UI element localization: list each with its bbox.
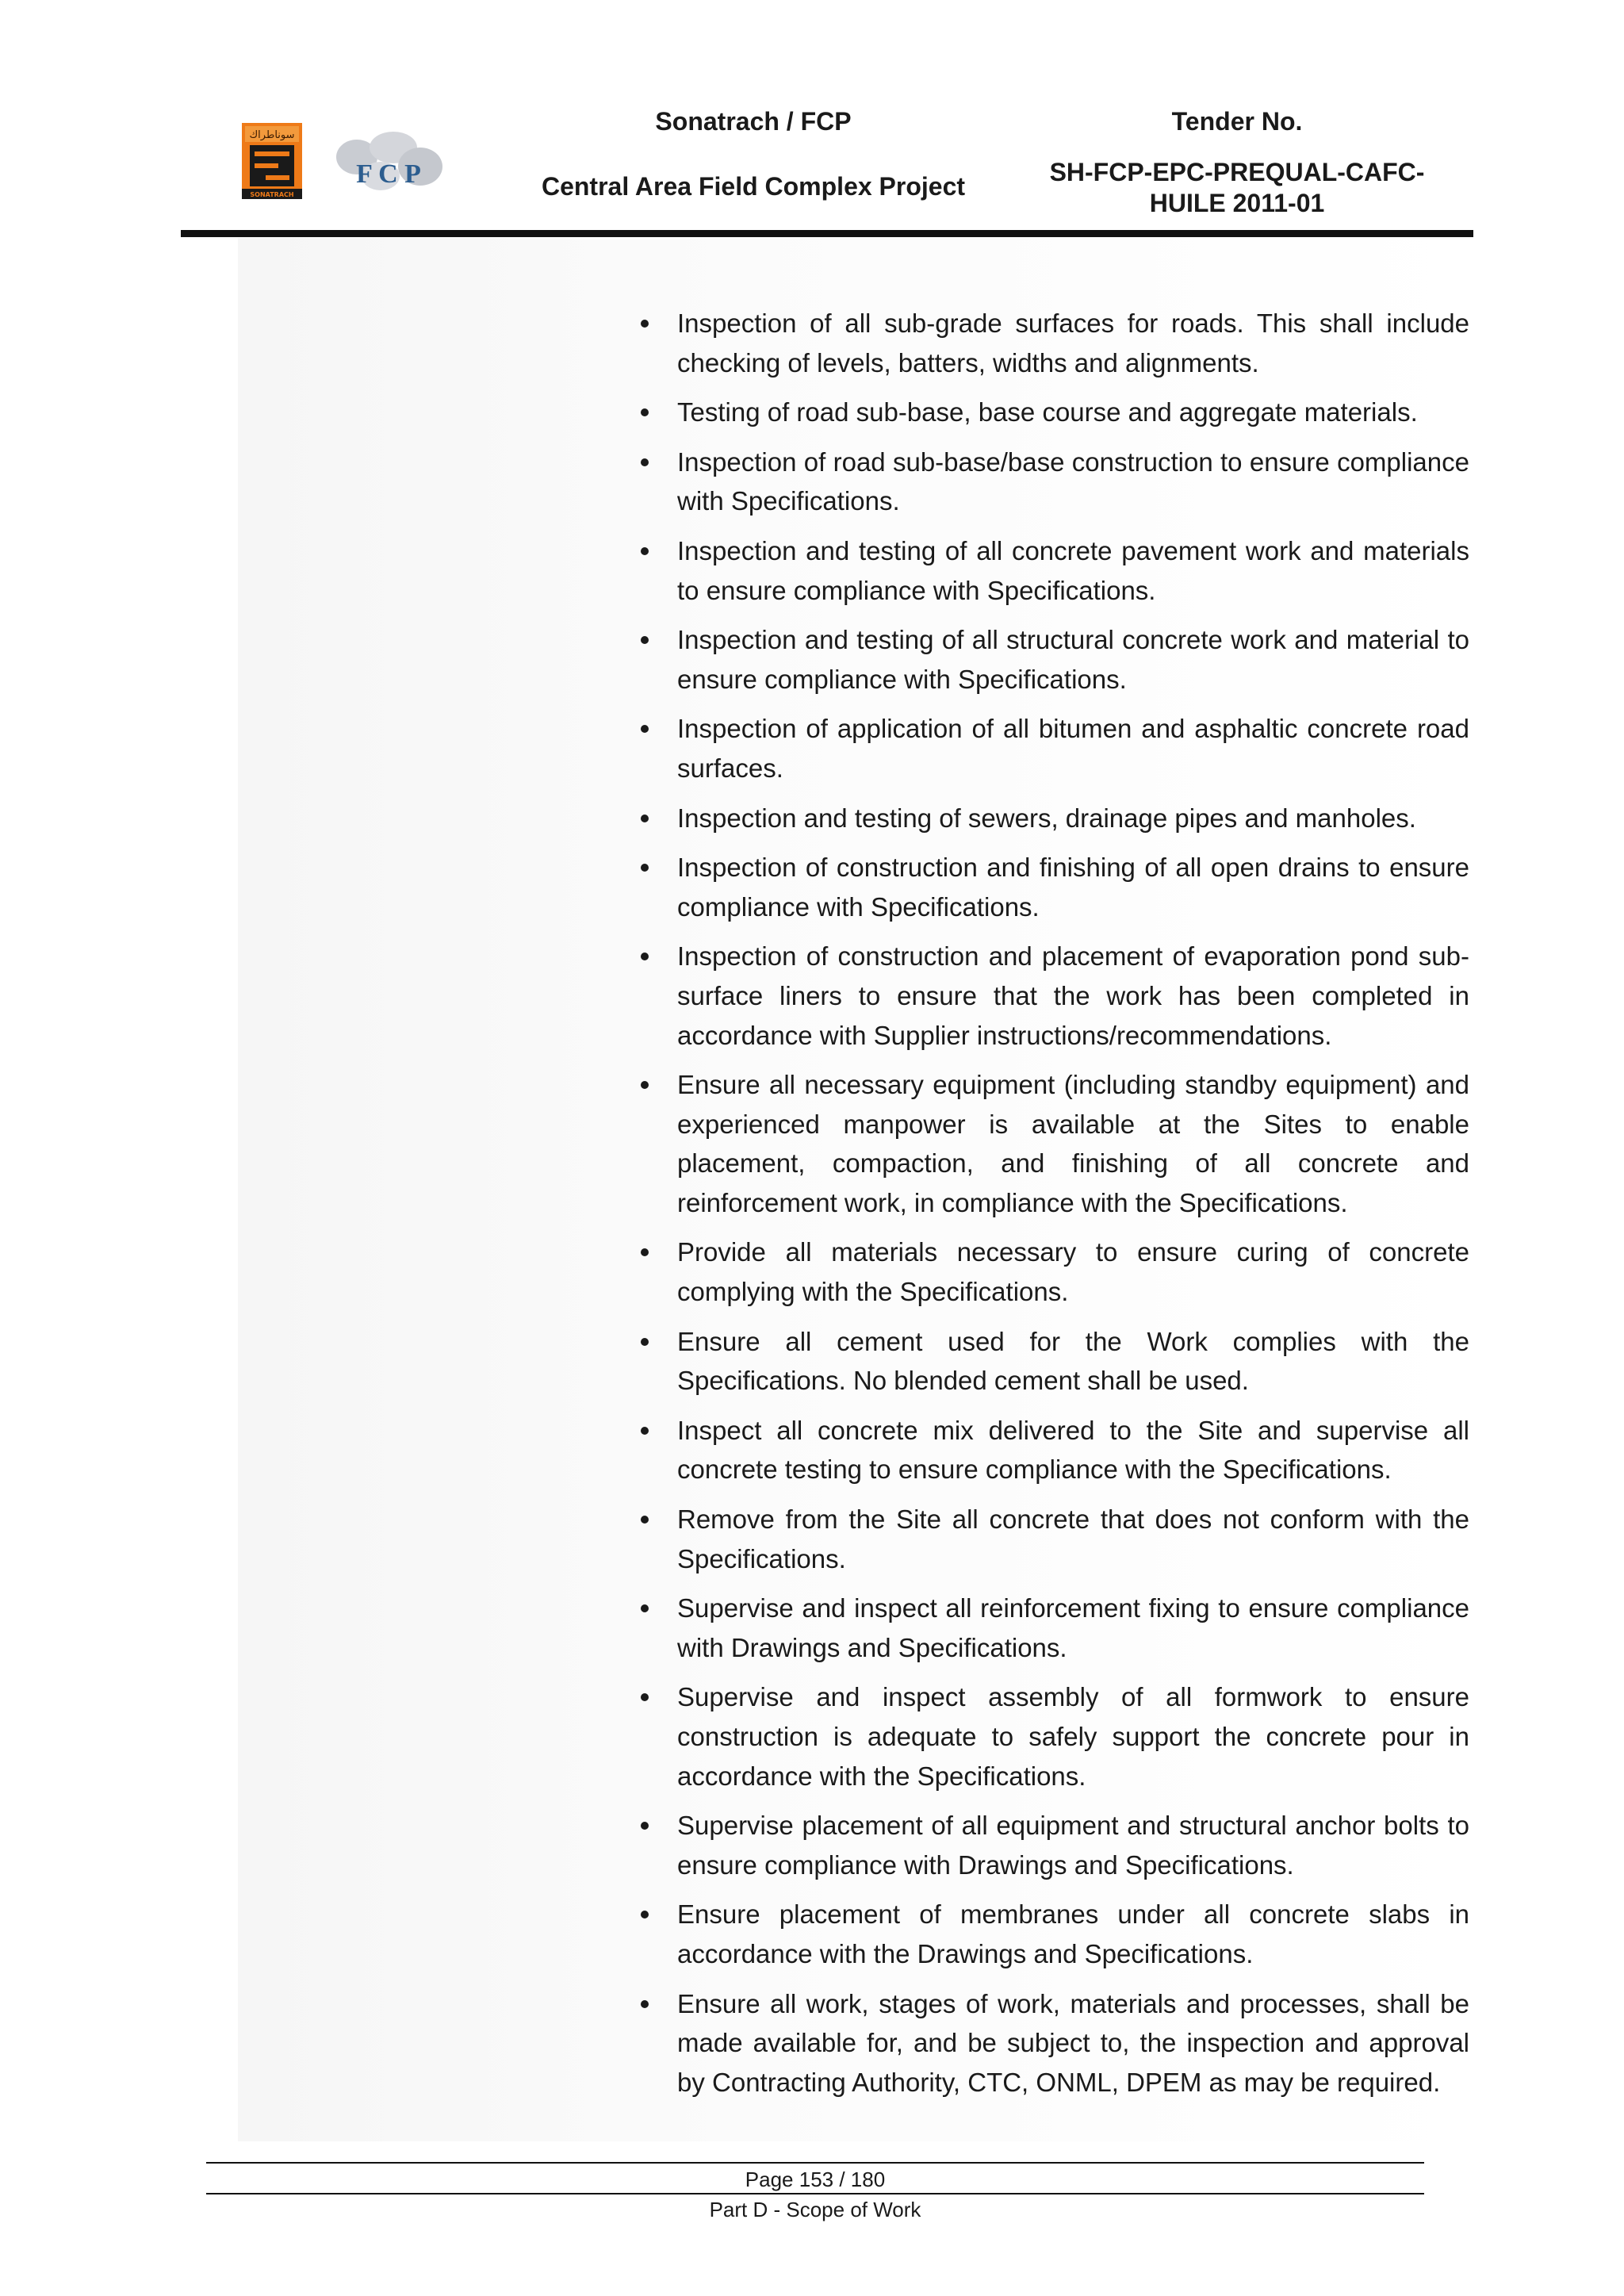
bullet-icon [641,1427,649,1435]
bullet-icon [641,1338,649,1346]
list-item [634,443,1469,521]
list-item [634,1322,1469,1401]
page-number: Page 153 / 180 [745,2168,886,2191]
list-item [634,1895,1469,1973]
list-item [634,799,1469,838]
bullet-icon [641,725,649,733]
bullet-icon [641,1693,649,1701]
list-item-text: Provide all materials necessary to ensure curing of concrete complying with the Specifications. [677,1237,1469,1307]
tender-number-line2: HUILE 2011-01 [1149,189,1325,217]
bullet-icon [641,2000,649,2008]
list-item [634,1589,1469,1667]
list-item [634,393,1469,432]
footer-rule-bottom [206,2193,1424,2194]
list-item-text: Ensure placement of membranes under all concrete slabs in accordance with the Drawings and Specifications. [677,1899,1469,1968]
list-item-text: Inspection of construction and finishing of all open drains to ensure compliance with Specifications. [677,853,1469,922]
bullet-icon [641,547,649,555]
list-item-text: Ensure all cement used for the Work complies with the Specifications. No blended cement shall be used. [677,1326,1469,1396]
list-item [634,1065,1469,1222]
fcp-logo-text: F C P [356,159,421,189]
list-item [634,848,1469,926]
list-item [634,1984,1469,2102]
bullet-icon [641,408,649,416]
list-item [634,531,1469,610]
list-item [634,620,1469,699]
list-item-text: Inspection of application of all bitumen and asphaltic concrete road surfaces. [677,714,1469,783]
bullet-icon [641,1604,649,1612]
list-item-text: Testing of road sub-base, base course and aggregate materials. [677,397,1418,427]
bullet-icon [641,636,649,644]
sonatrach-logo [242,123,302,199]
bullet-icon [641,815,649,822]
sonatrach-logo-latin: SONATRACH [250,191,294,198]
bullet-icon [641,864,649,872]
fcp-logo [325,127,452,200]
list-item-text: Inspection and testing of sewers, drainage pipes and manholes. [677,803,1416,833]
bullet-icon [641,1081,649,1089]
list-item [634,709,1469,788]
list-item [634,937,1469,1055]
list-item [634,1806,1469,1884]
list-item-text: Inspection and testing of all structural concrete work and material to ensure compliance with Specifications. [677,625,1469,694]
bullet-icon [641,320,649,328]
list-item-text: Remove from the Site all concrete that does not conform with the Specifications. [677,1504,1469,1573]
bullet-icon [641,953,649,960]
list-item-text: Inspection of construction and placement of evaporation pond sub-surface liners to ensure that the work has been completed in accordance with Supplier instructions/recommendations. [677,941,1469,1050]
list-item-text: Inspection of all sub-grade surfaces for roads. This shall include checking of levels, batters, widths and alignments. [677,309,1469,378]
footer-section: Part D - Scope of Work [709,2198,921,2221]
list-item [634,1500,1469,1578]
list-item-text: Ensure all work, stages of work, materials and processes, shall be made available for, and be subject to, the inspection and approval by Contracting Authority, CTC, ONML, DPEM as may be required. [677,1988,1469,2097]
list-item-text: Supervise and inspect assembly of all formwork to ensure construction is adequate to safely support the concrete pour in accordance with the Specifications. [677,1682,1469,1791]
footer-rule-top [206,2162,1424,2164]
sonatrach-logo-arabic: سوناطراك [249,129,295,141]
bullet-icon [641,1516,649,1524]
list-item-text: Ensure all necessary equipment (including standby equipment) and experienced manpower is available at the Sites to enable placement, compaction, and finishing of all concrete and reinforcement work, in compliance with the Specifications. [677,1070,1469,1217]
list-item [634,304,1469,382]
scope-bullet-list [634,304,1469,2112]
list-item-text: Supervise placement of all equipment and structural anchor bolts to ensure compliance with Drawings and Specifications. [677,1811,1469,1880]
list-item-text: Inspect all concrete mix delivered to the Site and supervise all concrete testing to ensure compliance with the Specifications. [677,1415,1469,1485]
tender-number-line1: SH-FCP-EPC-PREQUAL-CAFC- [1049,158,1425,186]
project-name: Central Area Field Complex Project [541,172,966,201]
list-item-text: Inspection of road sub-base/base construction to ensure compliance with Specifications. [677,447,1469,516]
list-item-text: Supervise and inspect all reinforcement fixing to ensure compliance with Drawings and Specifications. [677,1593,1469,1662]
list-item [634,1232,1469,1311]
company-name: Sonatrach / FCP [655,107,852,136]
header-rule [181,230,1473,237]
tender-label: Tender No. [1171,107,1303,136]
bullet-icon [641,1248,649,1256]
bullet-icon [641,458,649,466]
bullet-icon [641,1822,649,1830]
bullet-icon [641,1911,649,1918]
list-item [634,1411,1469,1489]
list-item-text: Inspection and testing of all concrete pavement work and materials to ensure compliance with Specifications. [677,535,1469,605]
list-item [634,1677,1469,1796]
